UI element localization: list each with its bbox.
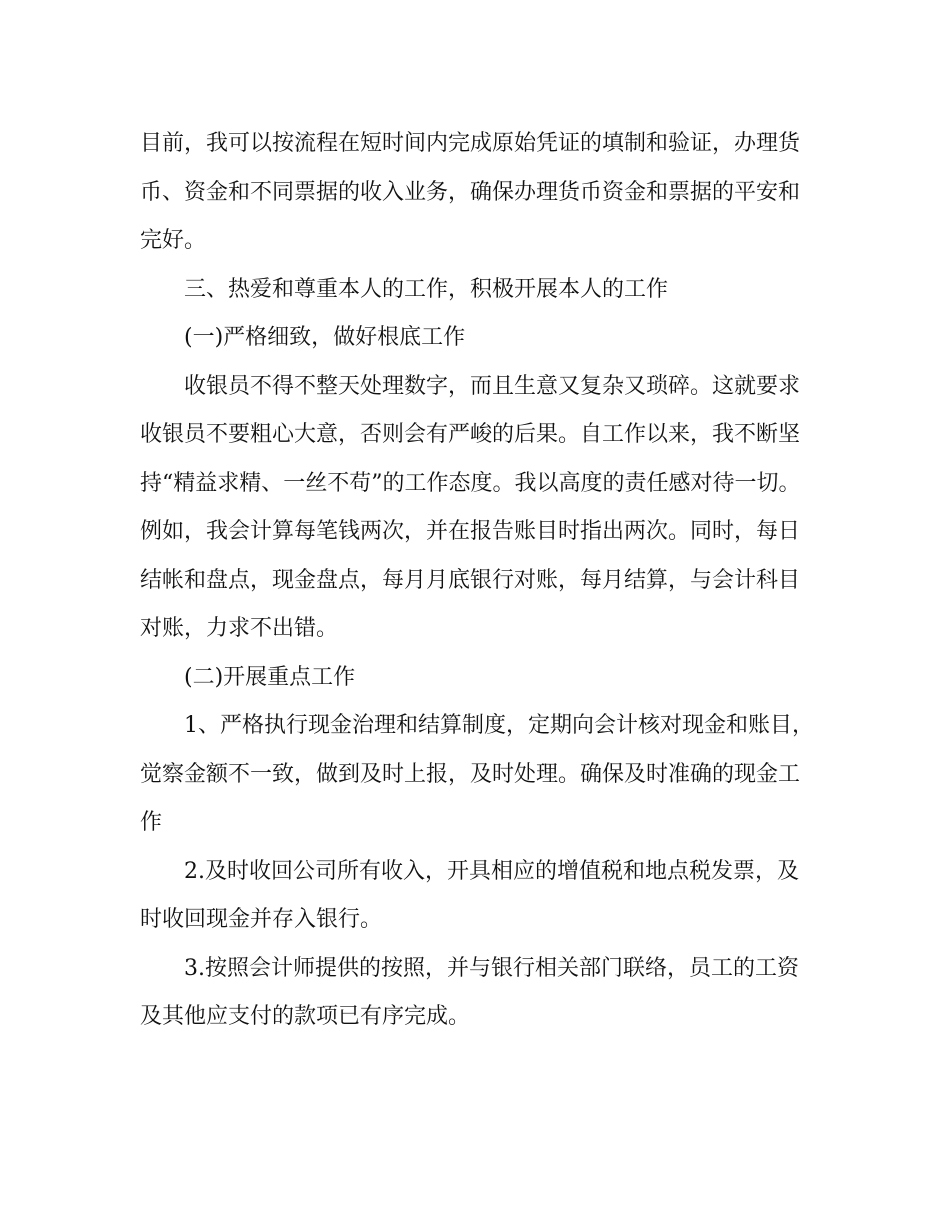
text-line: 结帐和盘点，现金盘点，每月月底银行对账，每月结算，与会计科目 xyxy=(140,567,801,593)
paragraph-2 xyxy=(140,363,830,654)
text-line: 币、资金和不同票据的收入业务，确保办理货币资金和票据的平安和 xyxy=(140,179,801,205)
text-line: 持“精益求精、一丝不苟”的工作态度。我以高度的责任感对待一切。 xyxy=(140,470,801,496)
document-body xyxy=(140,120,830,1042)
subheading-1 xyxy=(140,314,830,363)
text-line: 及其他应支付的款项已有序完成。 xyxy=(140,1004,471,1029)
text-line: 2.及时收回公司所有收入，开具相应的增值税和地点税发票，及 xyxy=(184,858,799,884)
text-line: (二)开展重点工作 xyxy=(184,664,356,690)
text-line: 三、热爱和尊重本人的工作，积极开展本人的工作 xyxy=(184,276,669,302)
text-line: 时收回现金并存入银行。 xyxy=(140,907,383,932)
text-line: 收银员不得不整天处理数字，而且生意又复杂又琐碎。这就要求 xyxy=(184,373,801,399)
text-line: 对账，力求不出错。 xyxy=(140,616,339,641)
text-line: 完好。 xyxy=(140,228,207,253)
list-item-2 xyxy=(140,848,830,945)
text-line: (一)严格细致，做好根底工作 xyxy=(184,325,466,350)
list-item-1 xyxy=(140,702,830,848)
list-item-3 xyxy=(140,945,830,1042)
text-line: 例如，我会计算每笔钱两次，并在报告账目时指出两次。同时，每日 xyxy=(140,519,801,544)
text-line: 收银员不要粗心大意，否则会有严峻的后果。自工作以来，我不断坚 xyxy=(140,422,801,447)
text-line: 3.按照会计师提供的按照，并与银行相关部门联络，员工的工资 xyxy=(184,955,799,981)
text-line: 作 xyxy=(140,810,163,835)
paragraph-1 xyxy=(140,120,830,266)
text-line: 1、严格执行现金治理和结算制度，定期向会计核对现金和账目， xyxy=(184,713,814,738)
subheading-2 xyxy=(140,654,830,703)
section-heading-3 xyxy=(140,266,830,315)
text-line: 觉察金额不一致，做到及时上报，及时处理。确保及时准确的现金工 xyxy=(140,761,801,787)
text-line: 目前，我可以按流程在短时间内完成原始凭证的填制和验证，办理货 xyxy=(140,131,801,156)
